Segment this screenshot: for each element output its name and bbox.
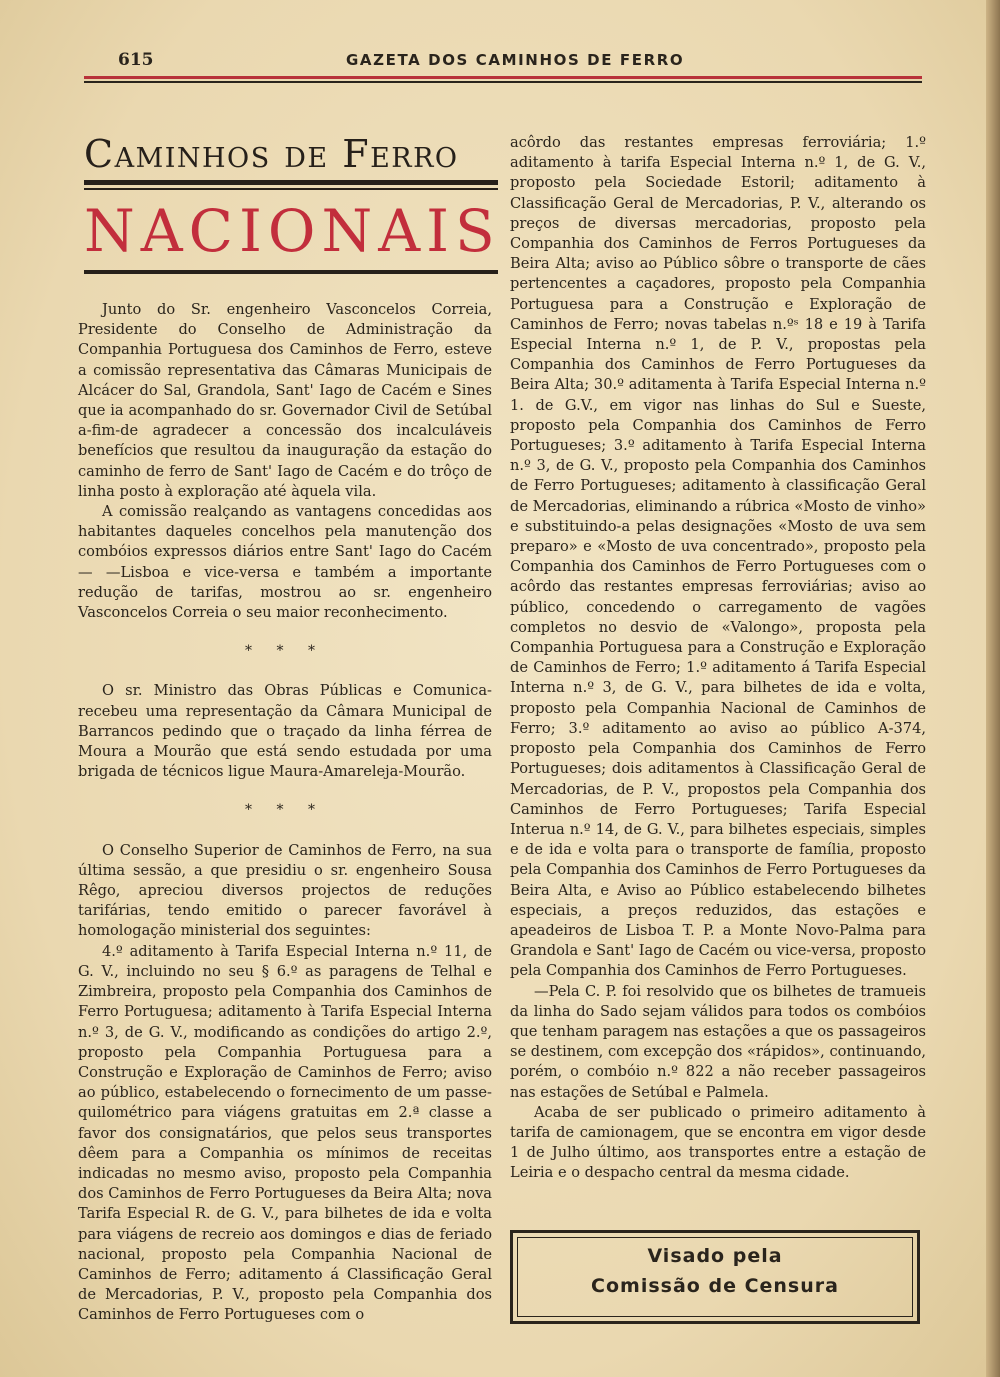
article-title-block: [84, 128, 501, 274]
article-title-line1: Caminhos de Ferro: [84, 132, 459, 176]
paragraph: Junto do Sr. engenheiro Vasconcelos Correia, Presidente do Conselho de Administração da Companhia Portuguesa dos Caminhos de Ferro, esteve a comissão representativa das Câmaras Municipais de Alcácer do Sal, Grandola, Sant' Iago de Cacém e Sines que ia acompanhado do sr. Governador Civil de Setúbal a-fim-de agradecer a concessão dos incalculáveis benefícios que resultou da inauguração da estação do caminho de ferro de Sant' Iago de Cacém e do trôço de linha posto à exploração até àquela vila.: [78, 301, 492, 500]
paragraph: —Pela C. P. foi resolvido que os bilhetes de tramueis da linha do Sado sejam válidos para todos os combóios que tenham paragem nas estações a que os passageiros se destinem, com excepção dos «rápidos», continuando, porém, o combóio n.º 822 a não receber passageiros nas estações de Setúbal e Palmela.: [510, 982, 926, 1101]
header-rule-red: [84, 76, 922, 79]
paragraph: A comissão realçando as vantagens concedidas aos habitantes daqueles concelhos pela manutenção dos combóios expressos diários entre Sant' Iago do Cacém— —Lisboa e vice-versa e também a importante redução de tarifas, mostrou ao sr. engenheiro Vasconcelos Correia o seu maior reconhecimento.: [78, 503, 492, 622]
censorship-line1: Visado pela: [647, 1245, 783, 1267]
page-number: 615: [118, 50, 154, 70]
paragraph: acôrdo das restantes empresas ferroviária; 1.º aditamento à tarifa Especial Interna n.º 1, de G. V., proposto pela Sociedade Estoril; aditamento à Classificação Geral de Mercadorias, P. V., alterando os preços de diversas mercadorias, proposto pela Companhia dos Caminhos de Ferros Portugueses da Beira Alta; aviso ao Público sôbre o transporte de cães pertencentes a caçadores, proposto pela Companhia Portuguesa para a Construção e Exploração de Caminhos de Ferro; novas tabelas n.ºˢ 18 e 19 à Tarifa Especial Interna n.º 1, de P. V., propostas pela Companhia dos Caminhos de Ferro Portugueses da Beira Alta; 30.º aditamenta à Tarifa Especial Interna n.º 1. de G.V., em vigor nas linhas do Sul e Sueste, proposto pela Companhia dos Caminhos de Ferro Portugueses; 3.º aditamento à Tarifa Especial Interna n.º 3, de G. V., proposto pela Companhia dos Caminhos de Ferro Portugueses; aditamento à classificação Geral de Mercadorias, eliminando a rúbrica «Mosto de vinho» e substituindo-a pelas designações «Mosto de uva sem preparo» e «Mosto de uva concentrado», proposto pela Companhia dos Caminhos de Ferro Portugueses com o acôrdo das restantes empresas ferroviárias; aviso ao público, concedendo o carregamento de vagões completos no desvio de «Valongo», proposta pela Companhia Portuguesa para a Construção e Exploração de Caminhos de Ferro; 1.º aditamento á Tarifa Especial Interna n.º 3, de G. V., para bilhetes de ida e volta, proposto pela Companhia Nacional de Caminhos de Ferro; 3.º aditamento ao aviso ao público A-374, proposto pela Companhia dos Caminhos de Ferro Portugueses; dois aditamentos à Classificação Geral de Mercadorias, de P. V., propostos pela Companhia dos Caminhos de Ferro Portugueses; Tarifa Especial Interua n.º 14, de G. V., para bilhetes especiais, simples e de ida e volta para o transporte de família, proposto pela Companhia dos Caminhos de Ferro Portugueses da Beira Alta, e Aviso ao Público estabelecendo bilhetes especiais, a preços reduzidos, das estações e apeadeiros de Lisboa T. P. a Monte Novo-Palma para Grandola e Sant' Iago de Cacém ou vice-versa, proposto pela Companhia dos Caminhos de Ferro Portugueses.: [510, 134, 926, 980]
section-separator: * * *: [245, 643, 325, 660]
paragraph: O sr. Ministro das Obras Públicas e Comunica- recebeu uma representação da Câmara Municipal de Barrancos pedindo que o traçado da linha férrea de Moura a Mourão que está sendo estudada por uma brigada de técnicos ligue Maura-Amareleja-Mourão.: [78, 682, 492, 781]
paragraph: 4.º aditamento à Tarifa Especial Interna n.º 11, de G. V., incluindo no seu § 6.º as paragens de Telhal e Zimbreira, proposto pela Companhia dos Caminhos de Ferro Portuguesa; aditamento à Tarifa Especial Interna n.º 3, de G. V., modificando as condições do artigo 2.º, proposto pela Companhia Portuguesa para a Construção e Exploração de Caminhos de Ferro; aviso ao público, estabelecendo o fornecimento de um passe- quilométrico para viágens gratuitas em 2.ª classe a favor dos consignatários, que pelos seus transportes dêem para a Companhia os mínimos de receitas indicadas no mesmo aviso, proposto pela Companhia dos Caminhos de Ferro Portugueses da Beira Alta; nova Tarifa Especial R. de G. V., para bilhetes de ida e volta para viágens de recreio aos domingos e dias de feriado nacional, proposto pela Companhia Nacional de Caminhos de Ferro; aditamento á Classificação Geral de Mercadorias, P. V., proposto pela Companhia dos Caminhos de Ferro Portugueses com o: [78, 942, 492, 1324]
right-column: [510, 133, 926, 1184]
header-rule-black: [84, 81, 922, 83]
paragraph: Acaba de ser publicado o primeiro aditamento à tarifa de camionagem, que se encontra em vigor desde 1 de Julho último, aos transportes entre a estação de Leiria e o despacho central da mesma cidade.: [510, 1103, 926, 1182]
censorship-line2: Comissão de Censura: [591, 1275, 839, 1297]
paragraph: O Conselho Superior de Caminhos de Ferro, na sua última sessão, a que presidiu o sr. engenheiro Sousa Rêgo, apreciou diversos projectos de reduções tarifárias, tendo emitido o parecer favorável à homologação ministerial dos seguintes:: [78, 841, 492, 940]
title-divider-bottom: [84, 270, 498, 274]
page-edge-shadow: [986, 0, 1000, 1377]
title-divider-thick: [84, 180, 498, 185]
section-separator: * * *: [245, 802, 325, 819]
censorship-stamp-box: [510, 1230, 920, 1324]
title-divider-thin: [84, 188, 498, 190]
journal-title: GAZETA DOS CAMINHOS DE FERRO: [346, 51, 685, 69]
page-header: [84, 46, 922, 76]
left-column: [78, 300, 492, 1326]
article-title-line2: NACIONAIS: [84, 196, 501, 265]
